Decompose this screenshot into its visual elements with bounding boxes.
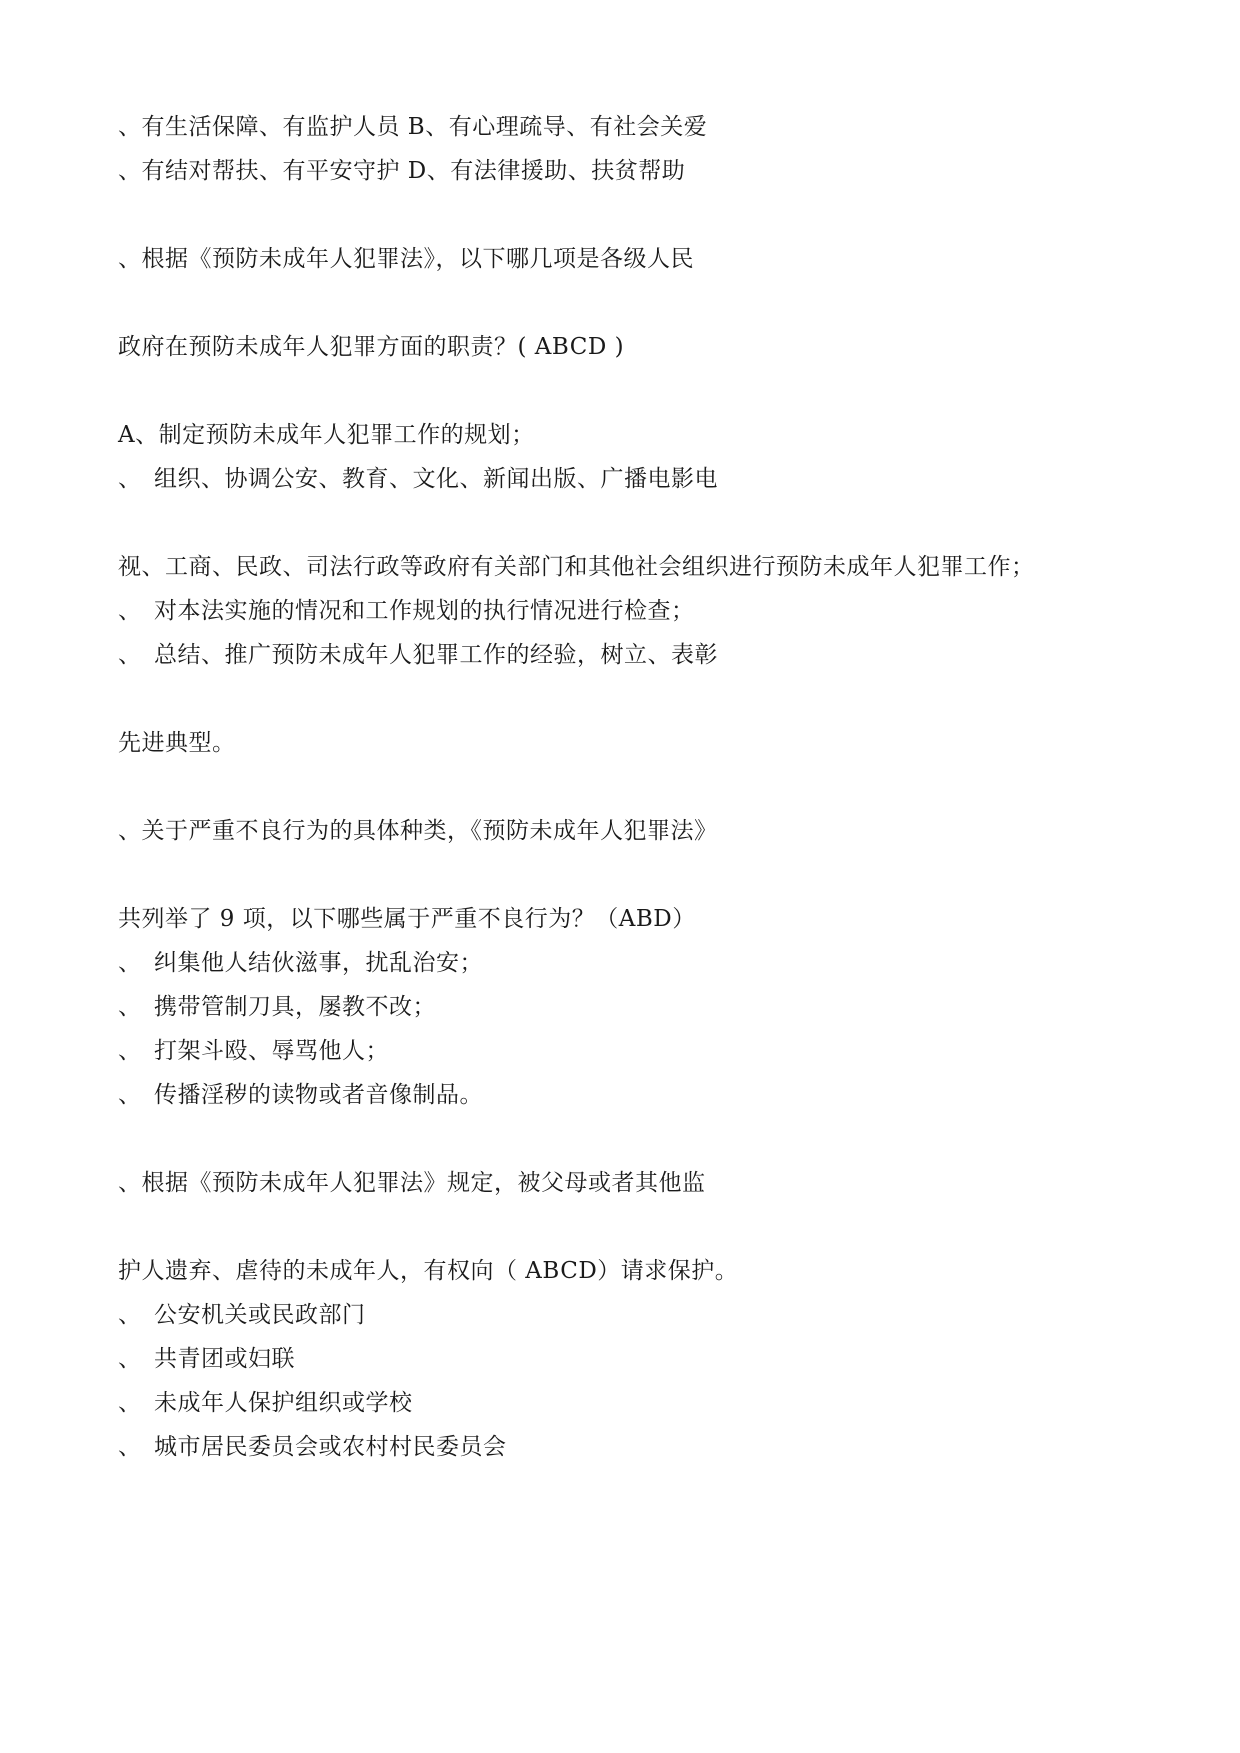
answer-option-continuation: 视、工商、民政、司法行政等政府有关部门和其他社会组织进行预防未成年人犯罪工作； [118,554,1035,580]
question-option-line: 、有结对帮扶、有平安守护 D、有法律援助、扶贫帮助 [118,158,686,184]
list-marker: 、 [118,642,142,668]
answer-option: 、 打架斗殴、辱骂他人； [118,1038,389,1064]
list-marker: 、 [118,1082,142,1108]
list-marker: 、 [118,994,142,1020]
question-stem-line: 、关于严重不良行为的具体种类，《预防未成年人犯罪法》 [118,818,718,844]
list-marker: 、 [118,1434,142,1460]
list-marker: 、 [118,1038,142,1064]
list-marker: 、 [118,466,142,492]
answer-option: 、 携带管制刀具，屡教不改； [118,994,436,1020]
answer-option: A、制定预防未成年人犯罪工作的规划； [118,422,535,448]
question-stem-line: 政府在预防未成年人犯罪方面的职责？( ABCD ) [118,334,625,360]
answer-option: 、 总结、推广预防未成年人犯罪工作的经验，树立、表彰 [118,642,718,668]
answer-option: 、 城市居民委员会或农村村民委员会 [118,1434,507,1460]
list-marker: 、 [118,950,142,976]
question-stem-line: 共列举了 9 项，以下哪些属于严重不良行为？（ABD） [118,906,696,932]
question-stem-line: 护人遗弃、虐待的未成年人，有权向（ ABCD）请求保护。 [118,1258,739,1284]
answer-option: 、 共青团或妇联 [118,1346,295,1372]
answer-option: 、 对本法实施的情况和工作规划的执行情况进行检查； [118,598,695,624]
answer-option-continuation: 先进典型。 [118,730,236,756]
question-stem-line: 、根据《预防未成年人犯罪法》，以下哪几项是各级人民 [118,246,694,272]
answer-option: 、 传播淫秽的读物或者音像制品。 [118,1082,483,1108]
answer-option: 、 公安机关或民政部门 [118,1302,366,1328]
answer-option: 、 组织、协调公安、教育、文化、新闻出版、广播电影电 [118,466,718,492]
question-stem-line: 、根据《预防未成年人犯罪法》规定，被父母或者其他监 [118,1170,706,1196]
answer-option: 、 未成年人保护组织或学校 [118,1390,413,1416]
answer-option: 、 纠集他人结伙滋事，扰乱治安； [118,950,483,976]
list-marker: 、 [118,598,142,624]
list-marker: 、 [118,1346,142,1372]
question-option-line: 、有生活保障、有监护人员 B、有心理疏导、有社会关爱 [118,114,708,140]
list-marker: 、 [118,1390,142,1416]
list-marker: 、 [118,1302,142,1328]
